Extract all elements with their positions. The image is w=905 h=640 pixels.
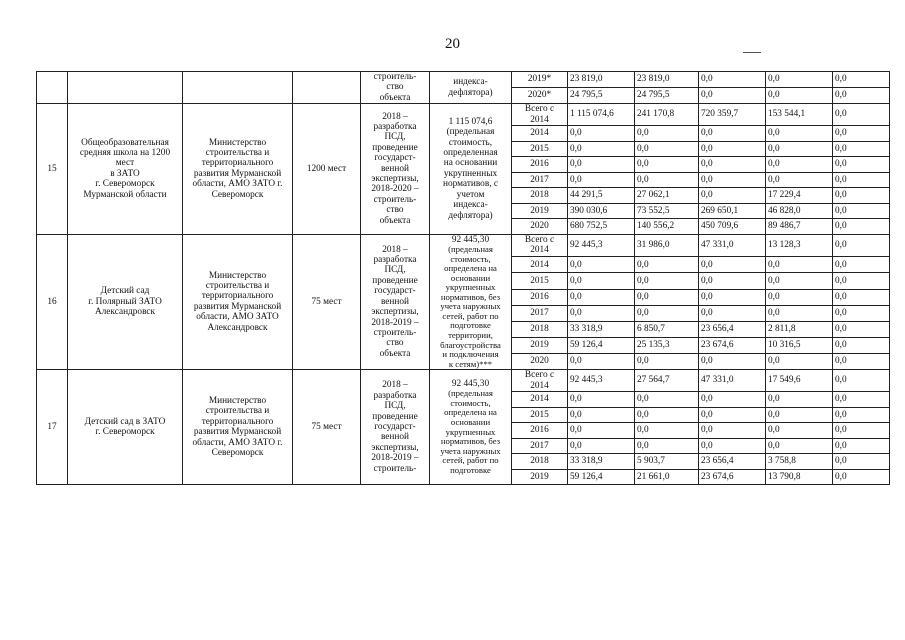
value-cell-4: 89 486,7 xyxy=(766,219,833,235)
value-cell-3: 720 359,7 xyxy=(699,104,766,126)
value-cell-3: 0,0 xyxy=(699,273,766,289)
value-cell-3: 0,0 xyxy=(699,157,766,173)
year-cell: 2018 xyxy=(512,188,568,204)
value-cell-4: 0,0 xyxy=(766,289,833,305)
value-cell-4: 0,0 xyxy=(766,141,833,157)
value-cell-1: 1 115 074,6 xyxy=(568,104,635,126)
value-cell-2: 0,0 xyxy=(635,438,699,454)
value-cell-2: 6 850,7 xyxy=(635,321,699,337)
stage-description: 2018 – разработка ПСД, проведение государст- венной экспертизы, 2018-2020 – строитель- ство объекта xyxy=(361,104,430,234)
cost-value: 92 445,30 xyxy=(451,378,490,389)
value-cell-1: 33 318,9 xyxy=(568,454,635,470)
value-cell-3: 0,0 xyxy=(699,188,766,204)
stage-description: 2018 – разработка ПСД, проведение государст- венной экспертизы, 2018-2019 – строитель- ство объекта xyxy=(361,234,430,370)
responsible-body: Министерство строительства и территориального развития Мурманской области, АМО ЗАТО г. Североморск xyxy=(183,104,293,234)
year-cell: Всего с 2014 xyxy=(512,234,568,257)
capacity: 75 мест xyxy=(293,370,361,485)
value-cell-1: 0,0 xyxy=(568,305,635,321)
value-cell-2: 23 819,0 xyxy=(635,72,699,88)
value-cell-2: 0,0 xyxy=(635,273,699,289)
cost-description xyxy=(430,370,512,485)
value-cell-5: 0,0 xyxy=(833,289,890,305)
value-cell-3: 47 331,0 xyxy=(699,370,766,392)
value-cell-5: 0,0 xyxy=(833,219,890,235)
year-cell: 2015 xyxy=(512,273,568,289)
value-cell-1: 0,0 xyxy=(568,354,635,370)
year-cell: 2015 xyxy=(512,141,568,157)
year-cell: 2019 xyxy=(512,469,568,485)
num-cell xyxy=(37,72,68,104)
value-cell-5: 0,0 xyxy=(833,141,890,157)
value-cell-3: 0,0 xyxy=(699,354,766,370)
value-cell-4: 0,0 xyxy=(766,157,833,173)
value-cell-5: 0,0 xyxy=(833,234,890,257)
value-cell-5: 0,0 xyxy=(833,454,890,470)
value-cell-2: 0,0 xyxy=(635,257,699,273)
value-cell-2: 73 552,5 xyxy=(635,203,699,219)
entry-number: 17 xyxy=(37,370,68,485)
value-cell-3: 0,0 xyxy=(699,257,766,273)
year-cell: 2014 xyxy=(512,126,568,142)
value-cell-2: 140 556,2 xyxy=(635,219,699,235)
scan-mark xyxy=(743,52,761,53)
year-cell: 2019* xyxy=(512,72,568,88)
responsible-body: Министерство строительства и территориального развития Мурманской области, АМО ЗАТО г. Североморск xyxy=(183,370,293,485)
value-cell-1: 0,0 xyxy=(568,126,635,142)
value-cell-1: 0,0 xyxy=(568,407,635,423)
value-cell-4: 0,0 xyxy=(766,354,833,370)
value-cell-1: 59 126,4 xyxy=(568,469,635,485)
value-cell-5: 0,0 xyxy=(833,72,890,88)
value-cell-5: 0,0 xyxy=(833,188,890,204)
value-cell-2: 241 170,8 xyxy=(635,104,699,126)
value-cell-4: 0,0 xyxy=(766,305,833,321)
year-cell: Всего с 2014 xyxy=(512,370,568,392)
stage-description: 2018 – разработка ПСД, проведение государст- венной экспертизы, 2018-2019 – строитель- xyxy=(361,370,430,485)
value-cell-3: 0,0 xyxy=(699,407,766,423)
value-cell-3: 0,0 xyxy=(699,88,766,104)
value-cell-3: 0,0 xyxy=(699,141,766,157)
object-name: Общеобразовательная средняя школа на 1200 мест в ЗАТО г. Североморск Мурманской области xyxy=(68,104,183,234)
value-cell-1: 0,0 xyxy=(568,289,635,305)
value-cell-1: 92 445,3 xyxy=(568,234,635,257)
value-cell-4: 0,0 xyxy=(766,172,833,188)
value-cell-5: 0,0 xyxy=(833,321,890,337)
cost-description: 1 115 074,6 (предельная стоимость, определенная на основании укрупненных нормативов, с учетом индекса- дефлятора) xyxy=(430,104,512,234)
cost-note: (предельная стоимость, определена на основании укрупненных нормативов, без учета наружных сетей, работ по подготовке xyxy=(440,388,501,475)
value-cell-1: 33 318,9 xyxy=(568,321,635,337)
year-cell: 2018 xyxy=(512,321,568,337)
name-cell xyxy=(68,72,183,104)
value-cell-2: 5 903,7 xyxy=(635,454,699,470)
value-cell-2: 0,0 xyxy=(635,392,699,408)
value-cell-1: 0,0 xyxy=(568,423,635,439)
table-row xyxy=(37,104,890,126)
value-cell-3: 0,0 xyxy=(699,392,766,408)
table-row xyxy=(37,234,890,257)
value-cell-3: 0,0 xyxy=(699,289,766,305)
budget-table xyxy=(36,71,890,485)
value-cell-2: 0,0 xyxy=(635,407,699,423)
value-cell-5: 0,0 xyxy=(833,273,890,289)
value-cell-4: 0,0 xyxy=(766,126,833,142)
value-cell-4: 46 828,0 xyxy=(766,203,833,219)
value-cell-2: 0,0 xyxy=(635,141,699,157)
value-cell-5: 0,0 xyxy=(833,438,890,454)
year-cell: 2015 xyxy=(512,407,568,423)
value-cell-2: 0,0 xyxy=(635,157,699,173)
year-cell: 2014 xyxy=(512,392,568,408)
year-cell: 2018 xyxy=(512,454,568,470)
value-cell-5: 0,0 xyxy=(833,469,890,485)
value-cell-5: 0,0 xyxy=(833,370,890,392)
value-cell-5: 0,0 xyxy=(833,172,890,188)
entry-number: 15 xyxy=(37,104,68,234)
value-cell-5: 0,0 xyxy=(833,423,890,439)
value-cell-1: 0,0 xyxy=(568,172,635,188)
value-cell-2: 0,0 xyxy=(635,423,699,439)
value-cell-4: 0,0 xyxy=(766,392,833,408)
value-cell-5: 0,0 xyxy=(833,88,890,104)
year-cell: 2016 xyxy=(512,289,568,305)
value-cell-4: 17 229,4 xyxy=(766,188,833,204)
value-cell-5: 0,0 xyxy=(833,157,890,173)
value-cell-5: 0,0 xyxy=(833,257,890,273)
cost-value: 92 445,30 xyxy=(451,234,490,245)
value-cell-3: 0,0 xyxy=(699,72,766,88)
year-cell: 2020 xyxy=(512,354,568,370)
page-number: 20 xyxy=(445,36,460,52)
year-cell: Всего с 2014 xyxy=(512,104,568,126)
ministry-cell xyxy=(183,72,293,104)
responsible-body: Министерство строительства и территориального развития Мурманской области, АМО ЗАТО Александровск xyxy=(183,234,293,370)
capacity: 75 мест xyxy=(293,234,361,370)
table-row xyxy=(37,72,890,88)
value-cell-2: 0,0 xyxy=(635,305,699,321)
entry-number: 16 xyxy=(37,234,68,370)
value-cell-5: 0,0 xyxy=(833,392,890,408)
value-cell-3: 0,0 xyxy=(699,126,766,142)
value-cell-2: 0,0 xyxy=(635,172,699,188)
value-cell-1: 59 126,4 xyxy=(568,337,635,353)
value-cell-1: 24 795,5 xyxy=(568,88,635,104)
value-cell-2: 27 564,7 xyxy=(635,370,699,392)
value-cell-3: 0,0 xyxy=(699,438,766,454)
value-cell-4: 13 790,8 xyxy=(766,469,833,485)
value-cell-1: 0,0 xyxy=(568,438,635,454)
cost-cell: индекса- дефлятора) xyxy=(430,72,512,104)
cost-description xyxy=(430,234,512,370)
value-cell-3: 23 656,4 xyxy=(699,454,766,470)
value-cell-3: 23 674,6 xyxy=(699,337,766,353)
year-cell: 2020* xyxy=(512,88,568,104)
value-cell-4: 153 544,1 xyxy=(766,104,833,126)
table-row xyxy=(37,370,890,392)
year-cell: 2020 xyxy=(512,219,568,235)
value-cell-5: 0,0 xyxy=(833,337,890,353)
value-cell-4: 0,0 xyxy=(766,423,833,439)
value-cell-4: 13 128,3 xyxy=(766,234,833,257)
stage-cell: строитель- ство объекта xyxy=(361,72,430,104)
value-cell-5: 0,0 xyxy=(833,305,890,321)
cost-note: (предельная стоимость, определена на основании укрупненных нормативов, без учета наружных сетей, работ по подготовке территории, благоустройства и подключения к сетям)*** xyxy=(440,243,501,369)
value-cell-3: 269 650,1 xyxy=(699,203,766,219)
value-cell-2: 0,0 xyxy=(635,354,699,370)
value-cell-5: 0,0 xyxy=(833,203,890,219)
object-name: Детский сад г. Полярный ЗАТО Александровск xyxy=(68,234,183,370)
value-cell-4: 0,0 xyxy=(766,273,833,289)
year-cell: 2017 xyxy=(512,172,568,188)
value-cell-1: 0,0 xyxy=(568,273,635,289)
value-cell-2: 0,0 xyxy=(635,126,699,142)
value-cell-3: 0,0 xyxy=(699,423,766,439)
value-cell-4: 0,0 xyxy=(766,438,833,454)
year-cell: 2016 xyxy=(512,423,568,439)
value-cell-2: 31 986,0 xyxy=(635,234,699,257)
value-cell-1: 44 291,5 xyxy=(568,188,635,204)
year-cell: 2014 xyxy=(512,257,568,273)
value-cell-1: 390 030,6 xyxy=(568,203,635,219)
value-cell-2: 25 135,3 xyxy=(635,337,699,353)
object-name: Детский сад в ЗАТО г. Североморск xyxy=(68,370,183,485)
value-cell-5: 0,0 xyxy=(833,104,890,126)
value-cell-5: 0,0 xyxy=(833,407,890,423)
value-cell-2: 21 661,0 xyxy=(635,469,699,485)
year-cell: 2017 xyxy=(512,305,568,321)
value-cell-4: 10 316,5 xyxy=(766,337,833,353)
capacity: 1200 мест xyxy=(293,104,361,234)
value-cell-1: 92 445,3 xyxy=(568,370,635,392)
value-cell-1: 680 752,5 xyxy=(568,219,635,235)
value-cell-3: 47 331,0 xyxy=(699,234,766,257)
value-cell-4: 0,0 xyxy=(766,407,833,423)
value-cell-1: 0,0 xyxy=(568,392,635,408)
year-cell: 2017 xyxy=(512,438,568,454)
year-cell: 2016 xyxy=(512,157,568,173)
value-cell-1: 0,0 xyxy=(568,141,635,157)
value-cell-2: 0,0 xyxy=(635,289,699,305)
value-cell-1: 0,0 xyxy=(568,257,635,273)
value-cell-5: 0,0 xyxy=(833,126,890,142)
value-cell-2: 24 795,5 xyxy=(635,88,699,104)
value-cell-5: 0,0 xyxy=(833,354,890,370)
table-body xyxy=(37,72,890,485)
value-cell-3: 0,0 xyxy=(699,172,766,188)
value-cell-3: 450 709,6 xyxy=(699,219,766,235)
value-cell-3: 0,0 xyxy=(699,305,766,321)
value-cell-4: 0,0 xyxy=(766,72,833,88)
value-cell-3: 23 674,6 xyxy=(699,469,766,485)
value-cell-1: 23 819,0 xyxy=(568,72,635,88)
value-cell-4: 0,0 xyxy=(766,257,833,273)
value-cell-4: 17 549,6 xyxy=(766,370,833,392)
year-cell: 2019 xyxy=(512,203,568,219)
year-cell: 2019 xyxy=(512,337,568,353)
value-cell-2: 27 062,1 xyxy=(635,188,699,204)
value-cell-4: 2 811,8 xyxy=(766,321,833,337)
value-cell-4: 3 758,8 xyxy=(766,454,833,470)
capacity-cell xyxy=(293,72,361,104)
value-cell-4: 0,0 xyxy=(766,88,833,104)
value-cell-3: 23 656,4 xyxy=(699,321,766,337)
value-cell-1: 0,0 xyxy=(568,157,635,173)
